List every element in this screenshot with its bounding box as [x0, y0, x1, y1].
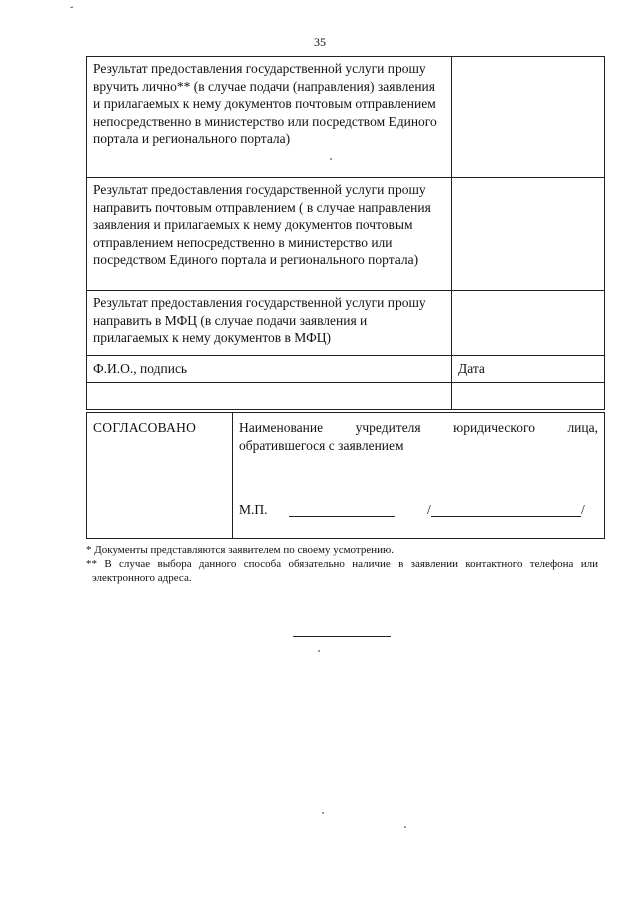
footnote-contact-required: ** В случае выбора данного способа обязательно наличие в заявлении контактного телефона или электронного адреса.: [86, 558, 598, 584]
slash-close: /: [581, 502, 585, 517]
table-row: [87, 291, 605, 356]
founder-name-label: Наименование учредителя юридического лица, обратившегося с заявлением: [239, 420, 598, 453]
scan-mark: ˇ: [70, 6, 74, 17]
slash-open: /: [427, 502, 431, 517]
delivery-option-mfc-mark-cell[interactable]: [452, 291, 605, 356]
delivery-option-personal: Результат предоставления государственной услуги прошу вручить лично** (в случае подачи (направления) заявления и прилагаемых к нему документов почтовым отправлением непосредственно в министерство или посредством Единого портала и регионального портала): [87, 57, 452, 178]
scan-speck: [322, 812, 324, 814]
scan-speck: [404, 826, 406, 828]
footnotes: [86, 543, 598, 585]
seal-signature-blank[interactable]: [289, 516, 395, 517]
page-number: 35: [314, 35, 326, 49]
delivery-method-table: [86, 56, 605, 410]
delivery-option-personal-mark-cell[interactable]: [452, 57, 605, 178]
founder-cell: [233, 413, 605, 539]
approved-label: СОГЛАСОВАНО: [87, 413, 233, 539]
table-row: [87, 413, 605, 539]
table-row: [87, 178, 605, 291]
signature-field[interactable]: [87, 383, 452, 410]
date-field[interactable]: [452, 383, 605, 410]
footnote-documents: * Документы представляются заявителем по своему усмотрению.: [86, 544, 394, 556]
signature-label: Ф.И.О., подпись: [87, 356, 452, 383]
delivery-option-mail-mark-cell[interactable]: [452, 178, 605, 291]
scan-speck: [330, 158, 332, 160]
seal-label: М.П.: [239, 502, 268, 517]
date-label: Дата: [452, 356, 605, 383]
table-row: [87, 356, 605, 383]
delivery-option-mfc: Результат предоставления государственной услуги прошу направить в МФЦ (в случае подачи заявления и прилагаемых к нему документов в МФЦ): [87, 291, 452, 356]
delivery-option-mail: Результат предоставления государственной услуги прошу направить почтовым отправлением ( в случае направления заявления и прилагаемых к нему документов почтовым отправлением непосредственно в министерство или посредством Единого портала и регионального портала): [87, 178, 452, 291]
table-row: [87, 57, 605, 178]
approval-table: [86, 412, 605, 539]
table-row: [87, 383, 605, 410]
scan-speck: [318, 650, 320, 652]
signatory-name-blank[interactable]: [431, 516, 581, 517]
footer-divider: [293, 636, 391, 637]
